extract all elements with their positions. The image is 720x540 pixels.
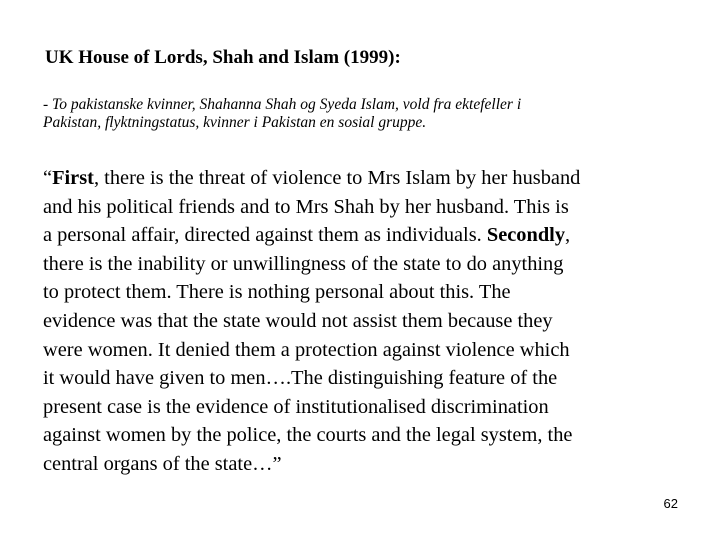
quote-line <box>43 164 693 193</box>
quote-line: to protect them. There is nothing personal about this. The <box>43 281 511 304</box>
quote-line: evidence was that the state would not assist them because they <box>43 309 553 332</box>
quote-line: were women. It denied them a protection against violence which <box>43 338 570 361</box>
emphasis-first: First <box>52 167 94 189</box>
slide-subtitle <box>43 96 683 132</box>
quote-text: , <box>565 224 571 247</box>
quote-line: present case is the evidence of institutionalised discrimination <box>43 395 549 418</box>
quote-text: a personal affair, directed against them as individuals. <box>43 224 487 247</box>
quote-line: central organs of the state…” <box>43 452 282 475</box>
quote-text: , there is the threat of violence to Mrs Islam by her husband <box>93 167 581 189</box>
emphasis-secondly: Secondly <box>486 224 566 247</box>
quote-block <box>43 164 693 479</box>
subtitle-line: - To pakistanske kvinner, Shahanna Shah og Syeda Islam, vold fra ektefeller i <box>43 96 522 113</box>
quote-line <box>43 221 693 250</box>
open-quote: “ <box>43 167 53 189</box>
quote-line: it would have given to men….The distinguishing feature of the <box>43 367 558 390</box>
quote-line: and his political friends and to Mrs Shah by her husband. This is <box>43 195 569 218</box>
page-number: 62 <box>663 496 678 511</box>
quote-line: against women by the police, the courts and the legal system, the <box>43 424 573 447</box>
quote-line: there is the inability or unwillingness of the state to do anything <box>43 252 564 275</box>
subtitle-line: Pakistan, flyktningstatus, kvinner i Pakistan en sosial gruppe. <box>43 114 427 131</box>
slide-title: UK House of Lords, Shah and Islam (1999): <box>45 47 401 68</box>
